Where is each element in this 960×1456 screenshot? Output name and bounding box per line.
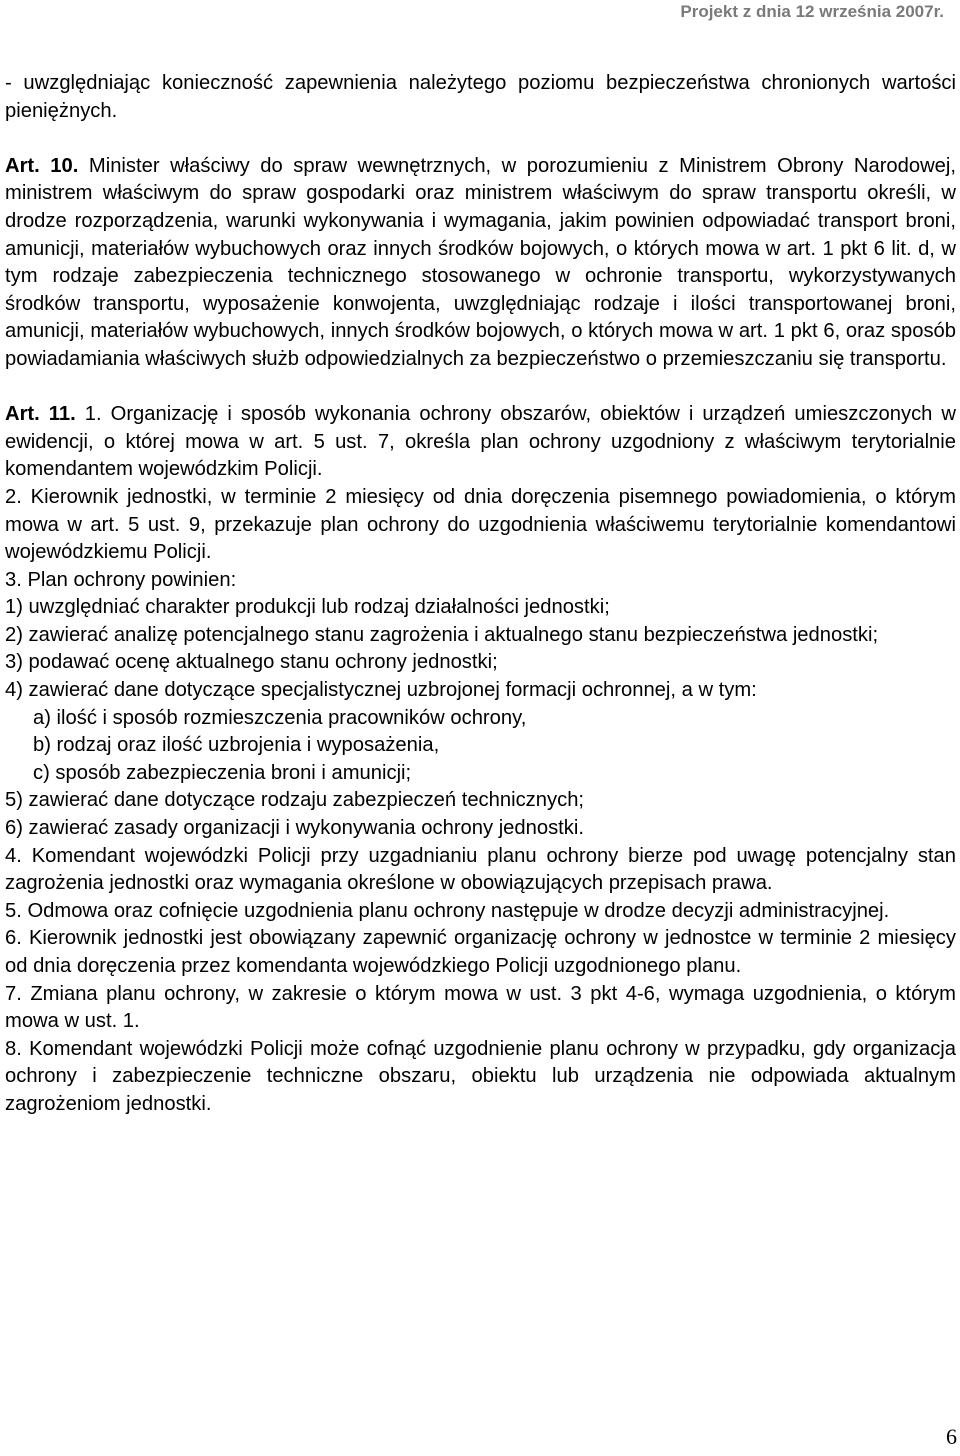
paragraph-gap (5, 125, 956, 153)
article-10 (5, 153, 956, 374)
sub-list-item: c) sposób zabezpieczenia broni i amunicji; (33, 761, 412, 784)
page-number: 6 (946, 1424, 957, 1449)
article-11-para-3: 3. Plan ochrony powinien: (5, 568, 237, 591)
article-11-para-8: 8. Komendant wojewódzki Policji może cofnąć uzgodnienie planu ochrony w przypadku, gdy organizacja ochrony i zabezpieczenie techniczne obszaru, obiektu lub urządzenia nie odpowiada aktualnym zagrożeniom jednostki. (5, 1037, 956, 1115)
document-body (5, 70, 956, 1119)
list-item: 6) zawierać zasady organizacji i wykonywania ochrony jednostki. (5, 817, 584, 840)
page-header (680, 2, 944, 22)
article-11-para-2: 2. Kierownik jednostki, w terminie 2 miesięcy od dnia doręczenia pisemnego powiadomienia, o którym mowa w art. 5 ust. 9, przekazuje plan ochrony do uzgodnienia właściwemu terytorialnie komendantowi wojewódzkiemu Policji. (5, 485, 956, 564)
article-10-text: Minister właściwy do spraw wewnętrznych, w porozumieniu z Ministrem Obrony Narodowej, ministrem właściwym do spraw gospodarki oraz ministrem właściwym do spraw transportu określi, w drodze rozporządzenia, warunki wykonywania i wymagania, jakim powinien odpowiadać transport broni, amunicji, materiałów wybuchowych oraz innych środków bojowych, o których mowa w art. 1 pkt 6 lit. d, w tym rodzaje zabezpieczenia technicznego stosowanego w ochronie transportu, wykorzystywanych środków transportu, wyposażenie konwojenta, uwzględniając rodzaje i ilości transportowanej broni, amunicji, materiałów wybuchowych, innych środków bojowych, o których mowa w art. 1 pkt 6, oraz sposób powiadamiania właściwych służb odpowiedzialnych za bezpieczeństwo o przemieszczaniu się transportu. (5, 154, 956, 370)
article-10-label: Art. 10. (5, 154, 79, 177)
project-date: Projekt z dnia 12 września 2007r. (680, 2, 944, 21)
article-11-label: Art. 11. (5, 403, 76, 426)
paragraph-gap (5, 374, 956, 402)
article-11-para-7: 7. Zmiana planu ochrony, w zakresie o którym mowa w ust. 3 pkt 4-6, wymaga uzgodnienia, o którym mowa w ust. 1. (5, 982, 956, 1033)
article-11-para-5: 5. Odmowa oraz cofnięcie uzgodnienia planu ochrony następuje w drodze decyzji administracyjnej. (5, 899, 890, 922)
article-11-para-4: 4. Komendant wojewódzki Policji przy uzgadnianiu planu ochrony bierze pod uwagę potencjalny stan zagrożenia jednostki oraz wymagania określone w obowiązujących przepisach prawa. (5, 844, 956, 895)
list-item: 1) uwzględniać charakter produkcji lub rodzaj działalności jednostki; (5, 596, 610, 619)
sub-list-item: a) ilość i sposób rozmieszczenia pracowników ochrony, (33, 706, 527, 729)
article-11-para-6: 6. Kierownik jednostki jest obowiązany zapewnić organizację ochrony w jednostce w terminie 2 miesięcy od dnia doręczenia przez komendanta wojewódzkiego Policji uzgodnionego planu. (5, 927, 956, 977)
list-item: 3) podawać ocenę aktualnego stanu ochrony jednostki; (5, 651, 498, 674)
sub-list-item: b) rodzaj oraz ilość uzbrojenia i wyposażenia, (33, 734, 440, 757)
list-item: 5) zawierać dane dotyczące rodzaju zabezpieczeń technicznych; (5, 789, 585, 812)
intro-paragraph: - uwzględniając konieczność zapewnienia należytego poziomu bezpieczeństwa chronionych wartości pieniężnych. (5, 72, 956, 122)
article-11-para-1-text: 1. Organizację i sposób wykonania ochrony obszarów, obiektów i urządzeń umieszczonych w ewidencji, o której mowa w art. 5 ust. 7, określa plan ochrony uzgodniony z właściwym terytorialnie komendantem wojewódzkim Policji. (5, 403, 957, 481)
list-item: 2) zawierać analizę potencjalnego stanu zagrożenia i aktualnego stanu bezpieczeństwa jednostki; (5, 623, 879, 646)
list-item: 4) zawierać dane dotyczące specjalistycznej uzbrojonej formacji ochronnej, a w tym: (5, 679, 757, 702)
article-11-para-1 (5, 401, 956, 484)
